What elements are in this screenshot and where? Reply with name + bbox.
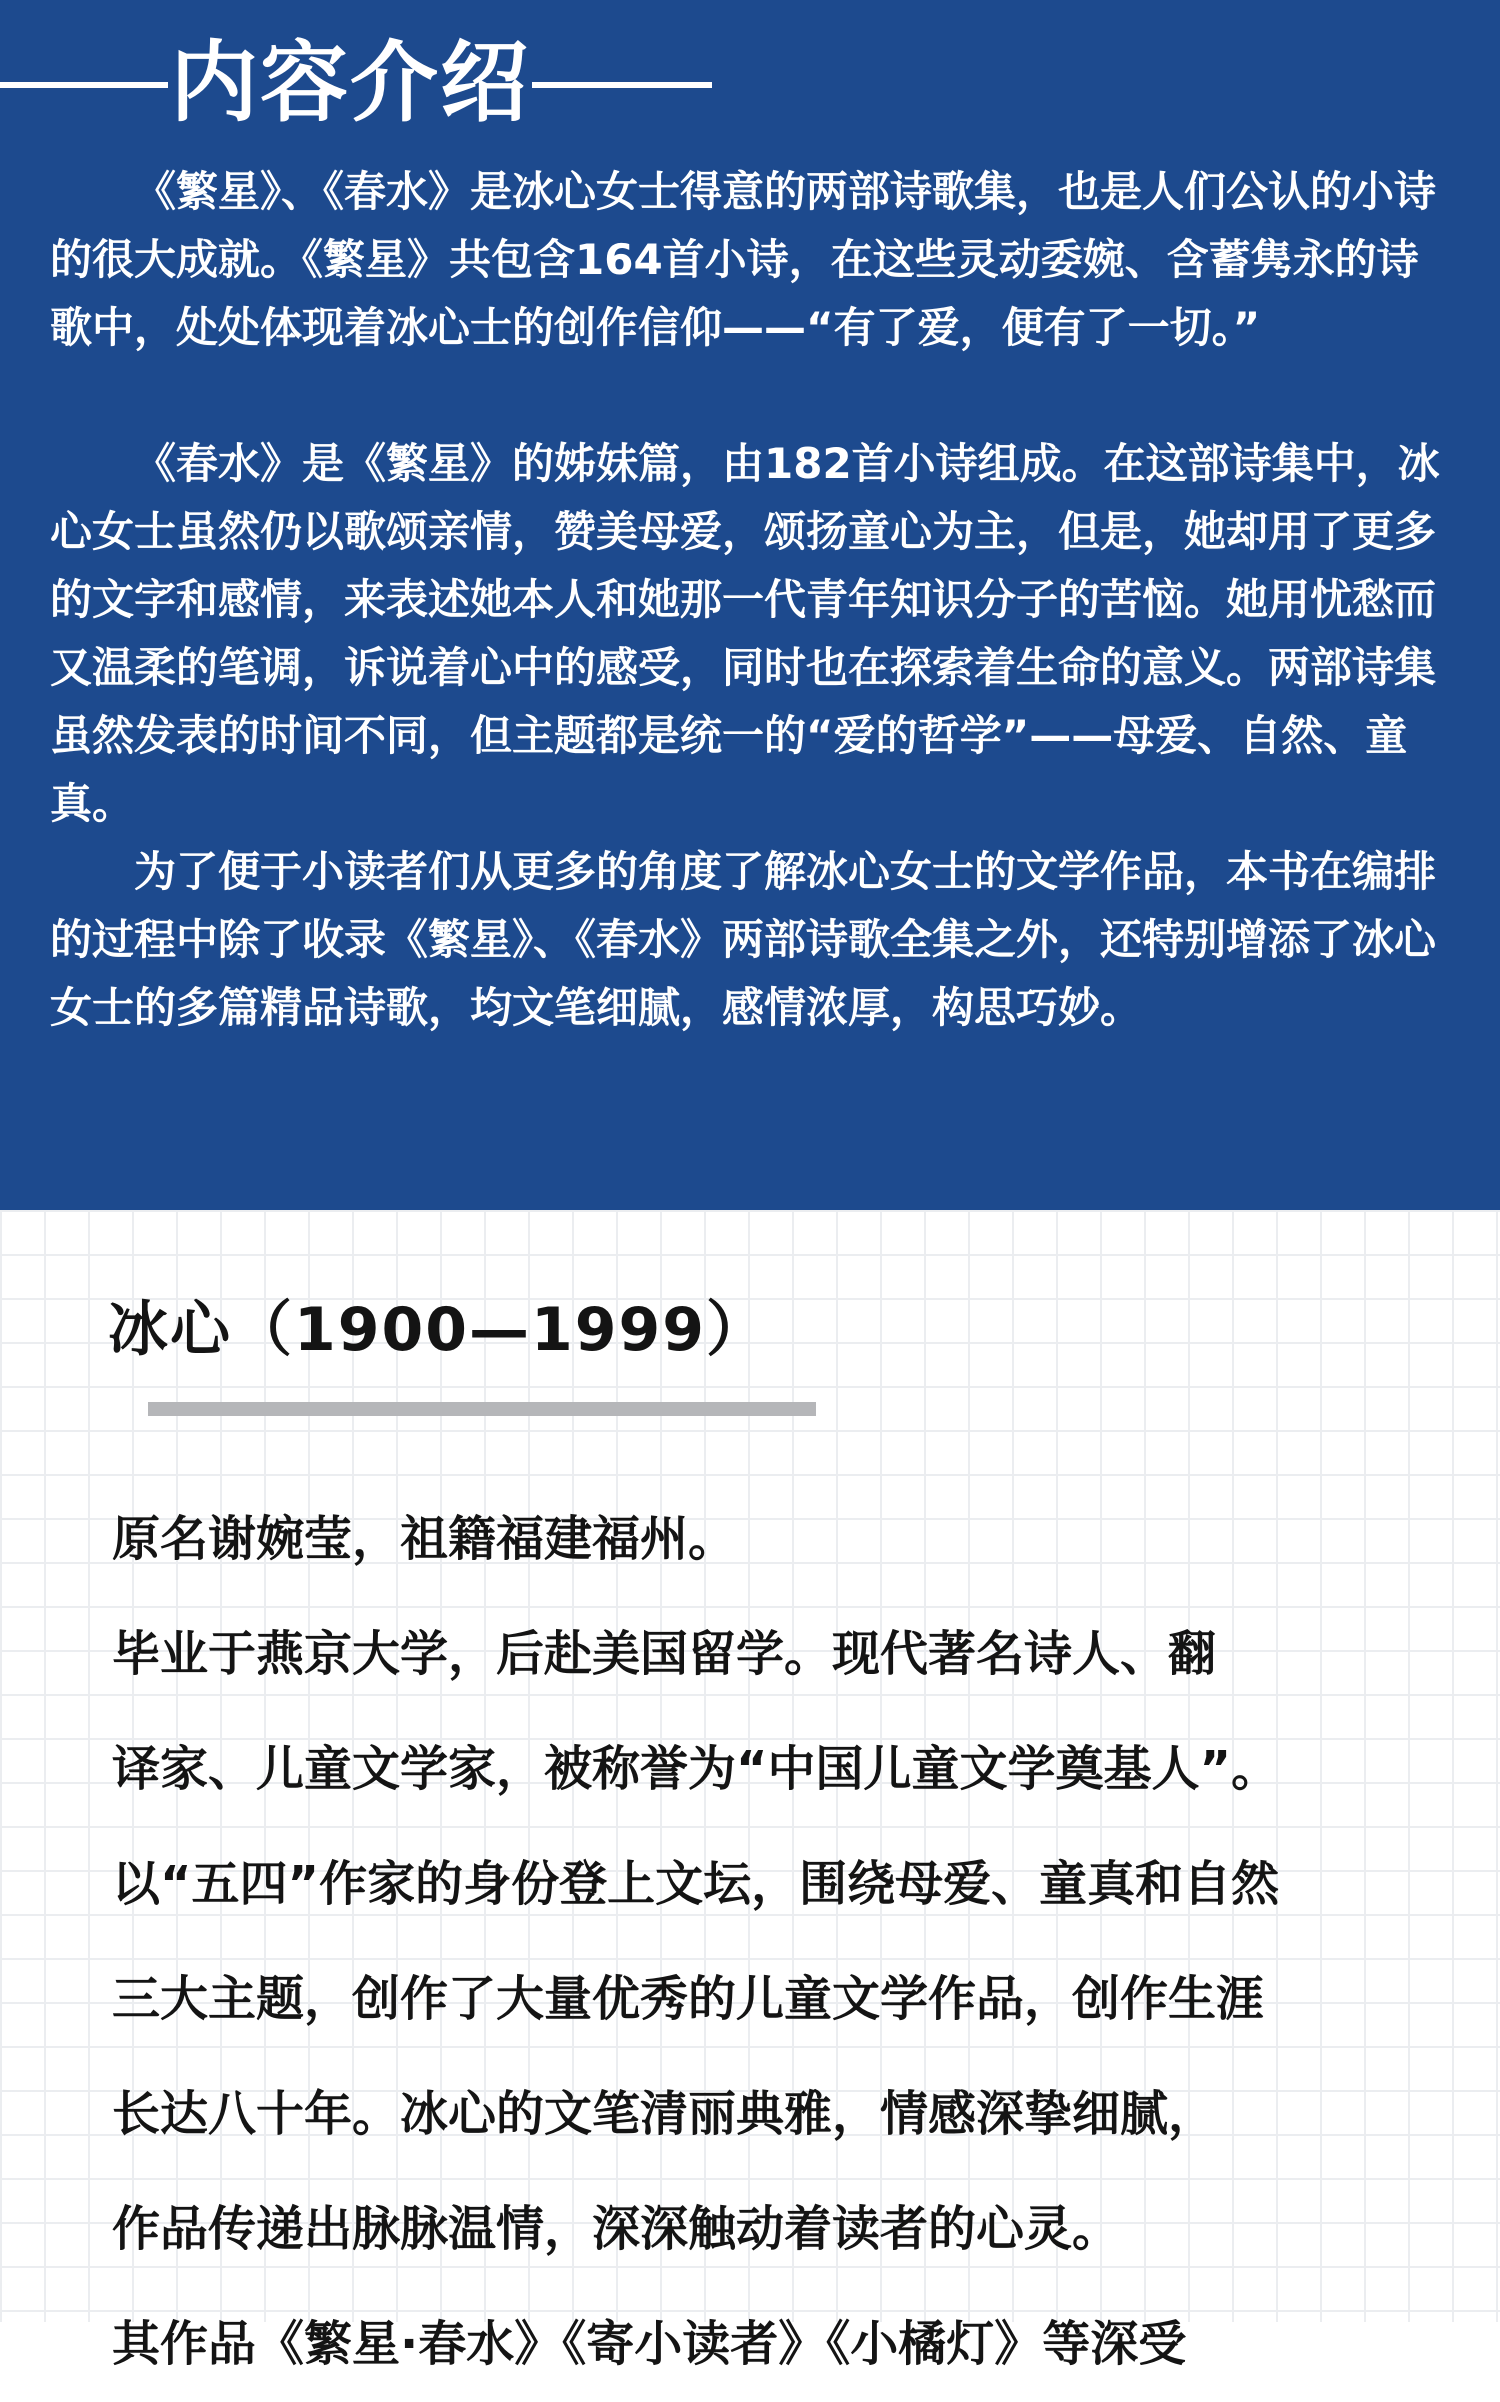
author-bio — [112, 1482, 1482, 2402]
author-heading-underline — [148, 1402, 816, 1416]
intro-paragraph-1: 《繁星》、《春水》是冰心女士得意的两部诗歌集，也是人们公认的小诗的很大成就。《繁星》共包含164首小诗，在这些灵动委婉、含蓄隽永的诗歌中，处处体现着冰心士的创作信仰——“有了爱，便有了一切。” — [50, 167, 1437, 352]
intro-paragraph-2: 《春水》是《繁星》的姊妹篇，由182首小诗组成。在这部诗集中，冰心女士虽然仍以歌颂亲情，赞美母爱，颂扬童心为主，但是，她却用了更多的文字和感情，来表述她本人和她那一代青年知识分子的苦恼。她用忧愁而又温柔的笔调，诉说着心中的感受，同时也在探索着生命的意义。两部诗集虽然发表的时间不同，但主题都是统一的“爱的哲学”——母爱、自然、童真。 — [50, 439, 1440, 828]
author-bio-line: 长达八十年。冰心的文笔清丽典雅，情感深挚细腻， — [112, 2086, 1217, 2142]
intro-paragraph-3: 为了便于小读者们从更多的角度了解冰心女士的文学作品，本书在编排的过程中除了收录《繁星》、《春水》两部诗歌全集之外，还特别增添了冰心女士的多篇精品诗歌，均文笔细腻，感情浓厚，构思巧妙。 — [50, 847, 1437, 1032]
author-section — [0, 1210, 1500, 2372]
author-bio-line: 其作品《繁星·春水》《寄小读者》《小橘灯》等深受 — [112, 2316, 1187, 2372]
intro-heading — [0, 18, 720, 148]
intro-title: 内容介绍 — [169, 31, 530, 134]
author-bio-line: 以“五四”作家的身份登上文坛，围绕母爱、童真和自然 — [112, 1856, 1280, 1912]
author-name-heading: 冰心（1900—1999） — [108, 1295, 768, 1365]
intro-body — [50, 158, 1460, 1042]
author-bio-line: 毕业于燕京大学，后赴美国留学。现代著名诗人、翻 — [112, 1626, 1217, 1682]
author-bio-line: 原名谢婉莹，祖籍福建福州。 — [112, 1511, 737, 1567]
heading-rule-right — [532, 82, 712, 88]
author-bio-line: 作品传递出脉脉温情，深深触动着读者的心灵。 — [112, 2201, 1121, 2257]
heading-rule-left — [0, 82, 168, 88]
author-bio-line: 三大主题，创作了大量优秀的儿童文学作品，创作生涯 — [112, 1971, 1265, 2027]
author-bio-line: 译家、儿童文学家，被称誉为“中国儿童文学奠基人”。 — [112, 1741, 1280, 1797]
